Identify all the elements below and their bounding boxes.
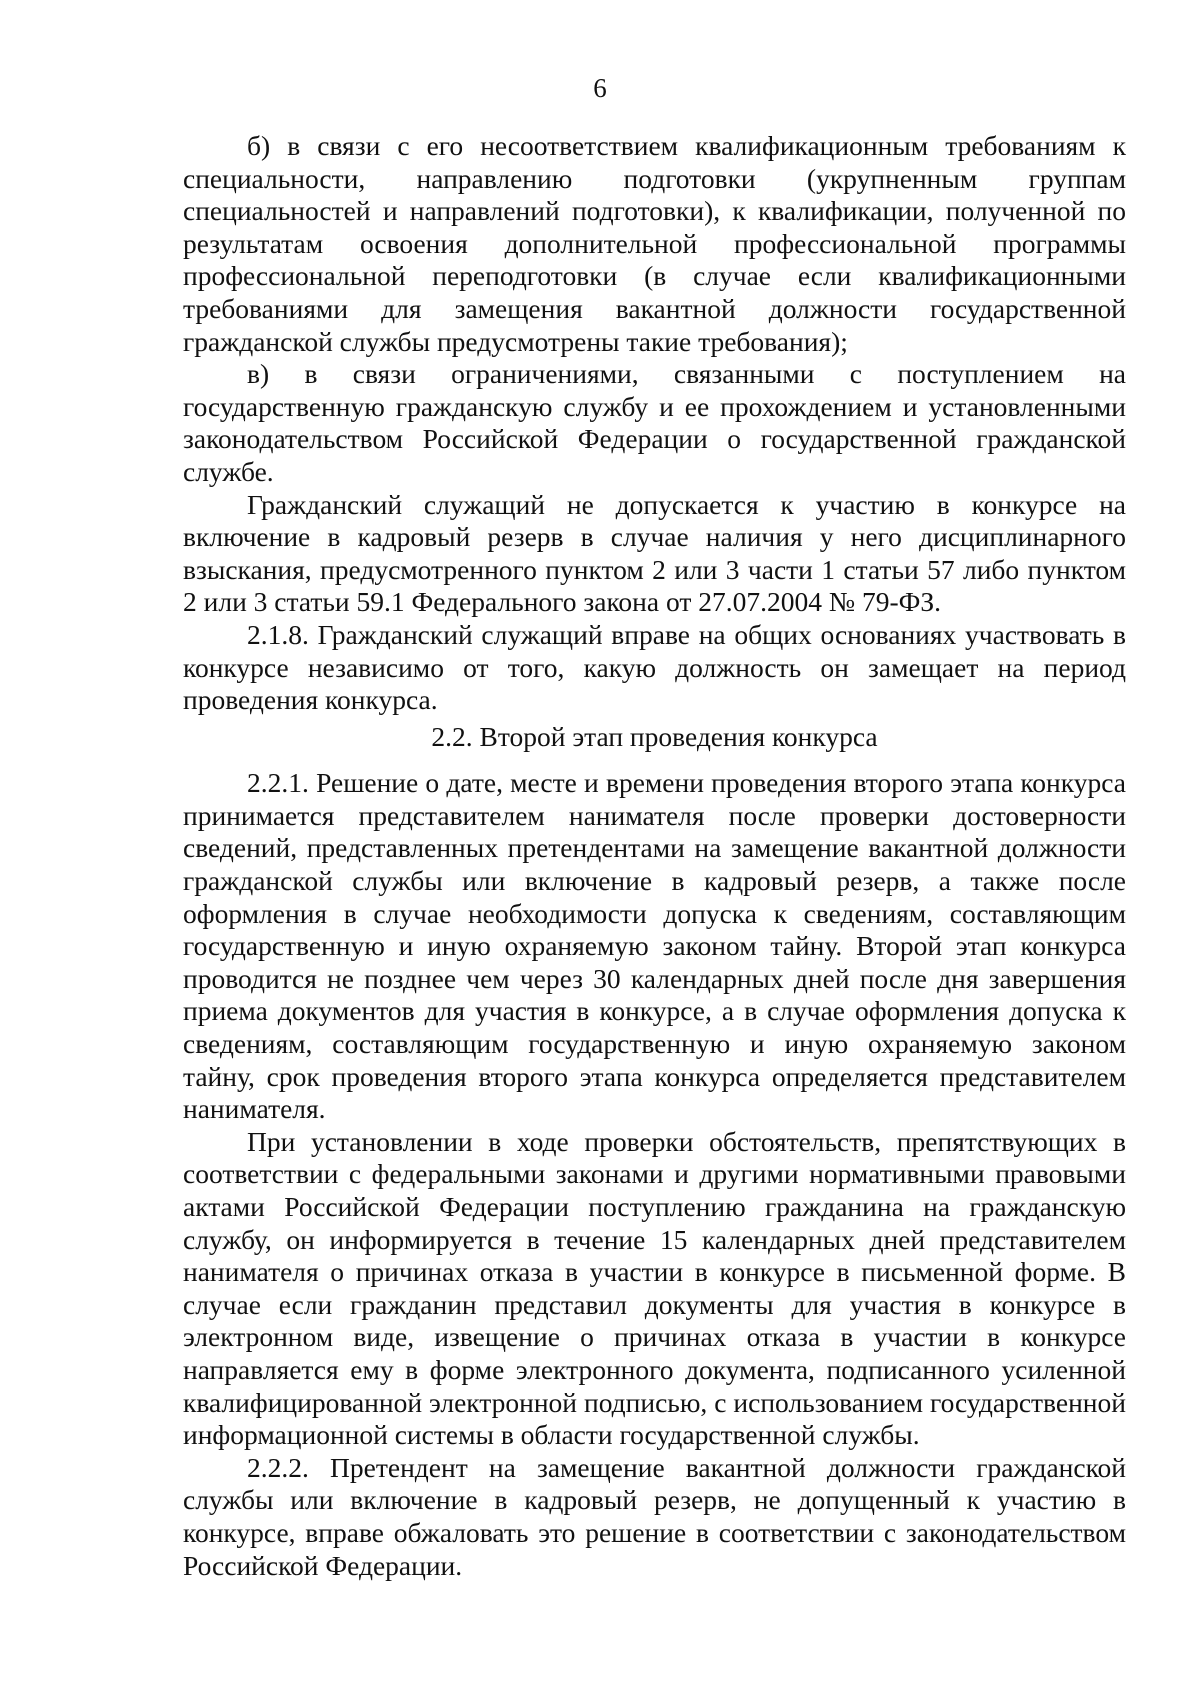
- paragraph-2-2-1: 2.2.1. Решение о дате, месте и времени проведения второго этапа конкурса принимается представителем нанимателя после проверки достоверности сведений, представленных претендентами на замещение вакантной должности гражданской службы или включение в кадровый резерв, а также после оформления в случае необходимости допуска к сведениям, составляющим государственную и иную охраняемую законом тайну. Второй этап конкурса проводится не позднее чем через 30 календарных дней после дня завершения приема документов для участия в конкурсе, а в случае оформления допуска к сведениям, составляющим государственную и иную охраняемую законом тайну, срок проведения второго этапа конкурса определяется представителем нанимателя.: [183, 767, 1126, 1125]
- section-heading: 2.2. Второй этап проведения конкурса: [431, 720, 878, 752]
- paragraph-b: б) в связи с его несоответствием квалификационным требованиям к специальности, направлению подготовки (укрупненным группам специальностей и направлений подготовки), к квалификации, полученной по результатам освоения дополнительной профессиональной программы профессиональной переподготовки (в случае если квалификационными требованиями для замещения вакантной должности государственной гражданской службы предусмотрены такие требования);: [183, 130, 1126, 357]
- paragraph-v: в) в связи ограничениями, связанными с поступлением на государственную гражданскую службу и ее прохождением и установленными законодательством Российской Федерации о государственной гражданской службе.: [183, 358, 1126, 487]
- paragraph-2-1-8: 2.1.8. Гражданский служащий вправе на общих основаниях участвовать в конкурсе независимо от того, какую должность он замещает на период проведения конкурса.: [183, 618, 1126, 716]
- paragraph-civil-servant: Гражданский служащий не допускается к участию в конкурсе на включение в кадровый резерв в случае наличия у него дисциплинарного взыскания, предусмотренного пунктом 2 или 3 части 1 статьи 57 либо пунктом 2 или 3 статьи 59.1 Федерального закона от 27.07.2004 № 79-ФЗ.: [183, 488, 1126, 618]
- document-body: [183, 130, 1126, 1582]
- paragraph-refusal-notice: При установлении в ходе проверки обстоятельств, препятствующих в соответствии с федеральными законами и другими нормативными правовыми актами Российской Федерации поступлению гражданина на гражданскую службу, он информируется в течение 15 календарных дней представителем нанимателя о причинах отказа в участии в конкурсе в письменной форме. В случае если гражданин представил документы для участия в конкурсе в электронном виде, извещение о причинах отказа в участии в конкурсе направляется ему в форме электронного документа, подписанного усиленной квалифицированной электронной подписью, с использованием государственной информационной системы в области государственной службы.: [183, 1125, 1126, 1451]
- page-number: 6: [593, 73, 607, 103]
- paragraph-2-2-2: 2.2.2. Претендент на замещение вакантной должности гражданской службы или включение в кадровый резерв, не допущенный к участию в конкурсе, вправе обжаловать это решение в соответствии с законодательством Российской Федерации.: [183, 1451, 1126, 1581]
